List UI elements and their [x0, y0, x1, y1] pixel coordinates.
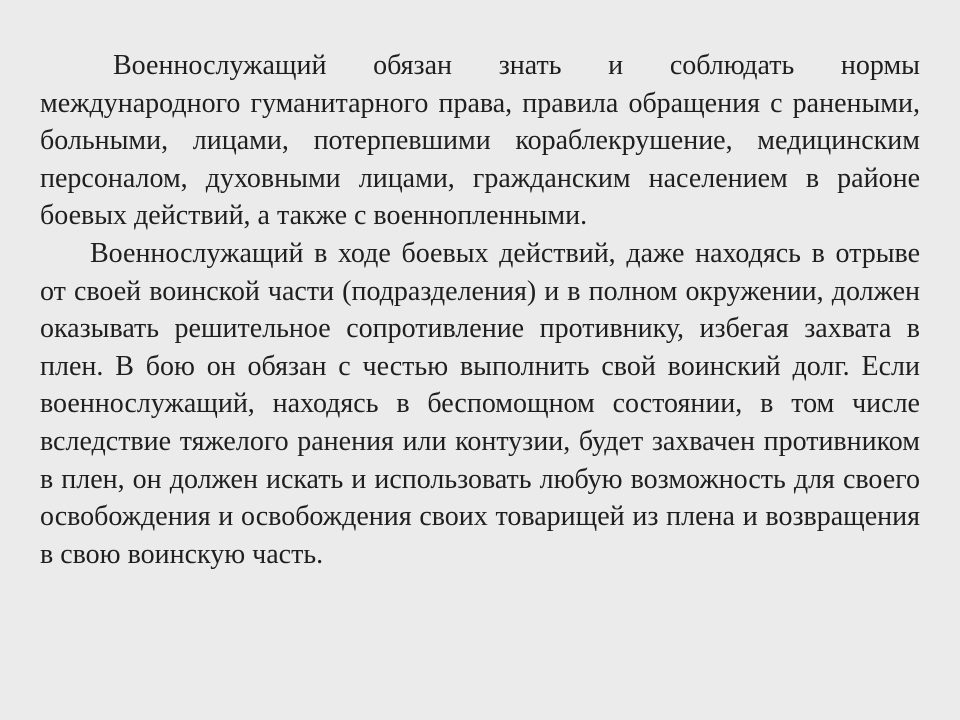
paragraph-combat-conduct: Военнослужащий в ходе боевых действий, даже находясь в отрыве от своей воинской части (подразделения) и в полном окружении, должен оказывать решительное сопротивление противнику, избегая захвата в плен. В бою он обязан с честью выполнить свой воинский долг. Если военнослужащий, находясь в беспомощном состоянии, в том числе вследствие тяжелого ранения или контузии, будет захвачен противником в плен, он должен искать и использовать любую возможность для своего освобождения и освобождения своих товарищей из плена и возвращения в свою воинскую часть.	[40, 237, 920, 570]
text-block	[40, 47, 920, 573]
paragraph-duties: Военнослужащий обязан знать и соблюдать нормы международного гуманитарного права, правила обращения с ранеными, больными, лицами, потерпевшими кораблекрушение, медицинским персоналом, духовными лицами, гражданским населением в районе боевых действий, а также с военнопленными.	[40, 50, 920, 232]
